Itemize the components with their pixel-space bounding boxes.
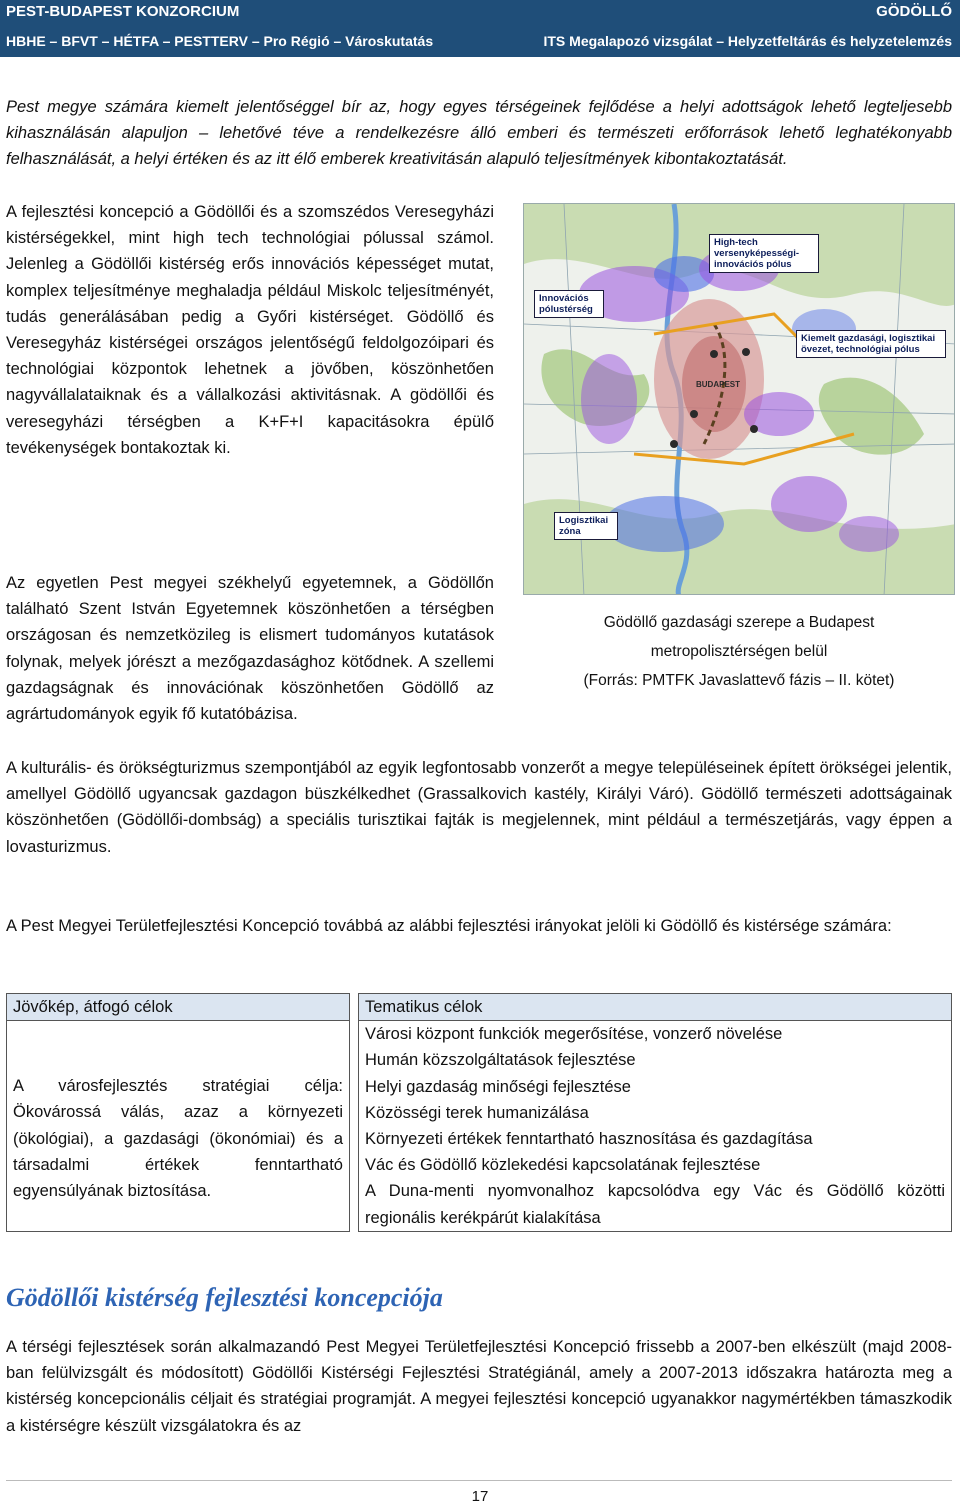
goal-item: Helyi gazdaság minőségi fejlesztése xyxy=(365,1077,631,1096)
goal-item: Közösségi terek humanizálása xyxy=(365,1103,589,1122)
goal-item: A Duna-menti nyomvonalhoz kapcsolódva egy Vác és Gödöllő közötti regionális kerékpárút kialakítása xyxy=(365,1182,945,1227)
vision-header-cell: Jövőkép, átfogó célok xyxy=(7,994,350,1021)
concept-paragraph: A fejlesztési koncepció a Gödöllői és a szomszédos Veresegyházi kistérségekkel, mint high tech technológiai pólussal számol. Jelenleg a Gödöllői kistérség erős innovációs képességet mutat, komplex teljesítménye meghaladja például Miskolc teljesítményét, tudás generálásában pedig a Győri kistérséget. Gödöllő és Veresegyház kistérségei országos jelentőségű feldolgozóipari és technológiai központok lehetnek a jövőben, köszönhetően nagyvállalataiknak és a vállalkozási aktivitásnak. A gödöllői és veresegyházi térségben a K+F+I kapacitásokra épülő tevékenységek bontakoztak ki. xyxy=(6,203,494,457)
header-bottom-row xyxy=(6,33,952,49)
caption-line-3: (Forrás: PMTFK Javaslattevő fázis – II. kötet) xyxy=(583,672,895,689)
map-label-logistics: Logisztikai zóna xyxy=(554,512,618,540)
map-label-innovation: Innovációs pólustérség xyxy=(534,290,604,318)
goals-header-cell: Tematikus célok xyxy=(359,994,952,1021)
header-study: ITS Megalapozó vizsgálat – Helyzetfeltárás és helyzetelemzés xyxy=(543,33,952,49)
goals-table xyxy=(6,993,952,1232)
caption-line-1: Gödöllő gazdasági szerepe a Budapest xyxy=(603,614,875,631)
goal-item: Vác és Gödöllő közlekedési kapcsolatának fejlesztése xyxy=(365,1156,761,1175)
goals-cell xyxy=(359,1021,952,1232)
header-org: PEST-BUDAPEST KONZORCIUM xyxy=(6,3,240,20)
goals-table-header-row xyxy=(7,994,952,1021)
plan-paragraph: A Pest Megyei Területfejlesztési Koncepció továbbá az alábbi fejlesztési irányokat jelöli ki Gödöllő és kistérsége számára: xyxy=(6,917,892,935)
regional-map-figure xyxy=(523,203,955,595)
tourism-paragraph: A kulturális- és örökségturizmus szempontjából az egyik legfontosabb vonzerőt a megye településeinek épített örökségei jelentik, amellyel Gödöllő ugyancsak gazdagon büszkélkedhet (Grassalkovich kastély, Királyi Váró). Gödöllő természeti adottságainak köszönhetően (Gödöllői-dombság) a speciális turisztikai fajták is megjelennek, mint például a természetjárás, vagy éppen a lovasturizmus. xyxy=(6,759,952,856)
table-gap xyxy=(350,1021,359,1232)
header-top-row xyxy=(6,3,952,20)
goal-item: Városi központ funkciók megerősítése, vonzerő növelése xyxy=(365,1025,783,1044)
map-label-economic: Kiemelt gazdasági, logisztikai övezet, technológiai pólus xyxy=(796,330,946,358)
university-paragraph: Az egyetlen Pest megyei székhelyű egyetemnek, a Gödöllőn található Szent István Egyetemnek köszönhetően a térségben országosan és nemzetközileg is elismert tudományos kutatások folynak, melyek jórészt a mezőgazdasághoz kötődnek. A szellemi gazdagságnak és innovációnak köszönhetően Gödöllő az agrártudományok egyik fő kutatóbázisa. xyxy=(6,574,494,724)
table-gap xyxy=(350,994,359,1021)
page-number: 17 xyxy=(471,1488,489,1505)
map-label-hightech: High-tech versenyképességi-innovációs pólus xyxy=(709,234,819,273)
caption-line-2: metropolisztérségen belül xyxy=(650,643,828,660)
vision-cell: A városfejlesztés stratégiai célja: Ökovárossá válás, azaz a környezeti (ökológiai), a gazdasági (ökonómiai) és a társadalmi értékek fenntartható egyensúlyának biztosítása. xyxy=(7,1021,350,1232)
intro-paragraph: Pest megye számára kiemelt jelentőséggel bír az, hogy egyes térségeinek fejlődése a helyi adottságok lehető legteljesebb kihasználásán alapuljon – lehetővé téve a rendelkezésre álló emberi és természeti erőforrások lehető leghatékonyabb felhasználását, a helyi értéken és az itt élő emberek kreativitásán alapuló teljesítmények kibontakoztatását. xyxy=(6,98,952,169)
goal-item: Környezeti értékek fenntartható hasznosítása és gazdagítása xyxy=(365,1130,813,1149)
footer-divider xyxy=(6,1480,952,1481)
header-city: GÖDÖLLŐ xyxy=(876,3,952,20)
goal-item: Humán közszolgáltatások fejlesztése xyxy=(365,1051,636,1070)
goals-table-body-row xyxy=(7,1021,952,1232)
section-title: Gödöllői kistérség fejlesztési koncepciója xyxy=(6,1283,443,1312)
map-label-city: BUDAPEST xyxy=(696,380,741,389)
subregion-paragraph: A térségi fejlesztések során alkalmazandó Pest Megyei Területfejlesztési Koncepció frissebb a 2007-ben elkészült (majd 2008-ban felülvizsgált és módosított) Gödöllői Kistérségi Fejlesztési Stratégiánál, amely a 2007-2013 időszakra határozta meg a kistérség koncepcionális céljait és stratégiai programját. A megyei fejlesztési koncepció ugyanakkor nagymértékben támaszkodik a kistérségre készült vizsgálatokra és az xyxy=(6,1338,952,1435)
page-header xyxy=(0,0,960,57)
map-caption xyxy=(523,608,955,695)
header-partners: HBHE – BFVT – HÉTFA – PESTTERV – Pro Régió – Városkutatás xyxy=(6,33,434,49)
